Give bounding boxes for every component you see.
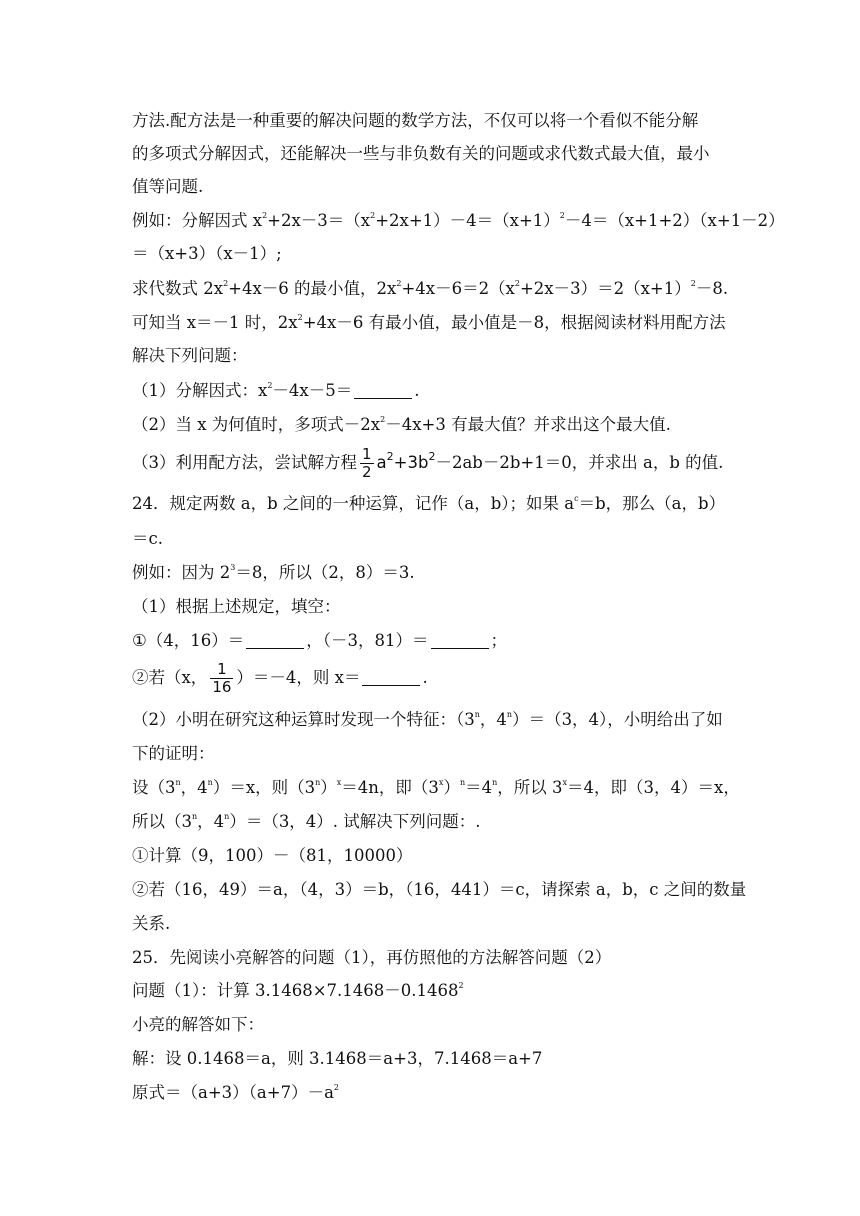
text-line: 解：设 0.1468＝a，则 3.1468＝a+3，7.1468＝a+7 [132, 1049, 543, 1068]
text-line: 关系. [132, 914, 171, 933]
text-line: 的多项式分解因式，还能解决一些与非负数有关的问题或求代数式最大值，最小 [132, 144, 710, 163]
answer-blank[interactable] [362, 667, 420, 686]
text-line: 值等问题. [132, 177, 204, 196]
problem-25-line: 25．先阅读小亮解答的问题（1），再仿照他的方法解答问题（2） [132, 948, 612, 967]
text-line: 解决下列问题： [132, 346, 248, 365]
fraction-one-sixteenth: $\frac{1}{16}$ [212, 660, 232, 696]
text-line: （1）根据上述规定，填空： [132, 597, 341, 616]
question-1-line: （1）分解因式：$x^2-4x-5=$ . [132, 381, 420, 400]
text-line: 下的证明： [132, 744, 215, 763]
problem-24-line: 24．规定两数 a，b 之间的一种运算，记作（a，b）；如果 $a^c=b$，那么（a，b） [132, 494, 726, 513]
answer-blank[interactable] [246, 630, 304, 649]
question-3-line: （3）利用配方法，尝试解方程 $\frac{1}{2}$ $a^2+3b^2-2ab-2b+1=0$，并求出 a，b 的值. [132, 445, 724, 481]
text-line: ＝c. [132, 529, 163, 548]
fill-in-line: ①（4，16）＝ ，（－3，81）＝ ； [132, 631, 508, 650]
text-line: 设（3$^n$，$4^n)=x$，则$(3^n)^x=4n$，即$(3^x)^n=4^n$，所以 $3^x=4$，即（3，4）＝x， [132, 778, 740, 797]
text-line: ①计算（9，100）－（81，10000） [132, 846, 413, 865]
fill-in-line: ②若（x， $\frac{1}{16}$ ）＝－4，则 x＝ . [132, 660, 428, 696]
text-line: 方法.配方法是一种重要的解决问题的数学方法，不仅可以将一个看似不能分解 [132, 111, 699, 130]
text-line: 可知当 x＝－1 时，$2x^2+4x-6$ 有最小值，最小值是－8，根据阅读材料用配方法 [132, 313, 726, 332]
text-line: 求代数式 $2x^2+4x-6$ 的最小值，$2x^2+4x-6=2(x^2+2x-3)=2(x+1)^2-8$. [132, 279, 729, 298]
text-line: 小亮的解答如下： [132, 1015, 264, 1034]
text-line: 例如：分解因式 $x^2+2x-3=(x^2+2x+1)-4=(x+1)^2-4=(x+1+2)(x+1-2)$ [132, 211, 785, 230]
text-line: 原式$=(a+3)(a+7)-a^2$ [132, 1083, 340, 1102]
answer-blank[interactable] [354, 380, 412, 399]
text-line: 所以（3$^n$，$4^n)=(3$，4）. 试解决下列问题：. [132, 812, 481, 831]
text-line: 例如：因为 $2^3=8$，所以（2，8）＝3. [132, 563, 415, 582]
question-2-line: （2）当 x 为何值时，多项式$-2x^2-4x+3$ 有最大值？并求出这个最大值. [132, 415, 671, 434]
text-line: （2）小明在研究这种运算时发现一个特征：（3$^n$，$4^n)=(3$，4），小明给出了如 [132, 710, 723, 729]
text-line: 问题（1）：计算 $3.1468\times 7.1468-0.1468^2$ [132, 981, 464, 1000]
answer-blank[interactable] [431, 630, 489, 649]
text-line: ②若（16，49）＝a，（4，3）＝b，（16，441）＝c，请探索 a，b，c 之间的数量 [132, 880, 747, 899]
fraction-one-half: $\frac{1}{2}$ [362, 445, 372, 481]
text-line: ＝（x+3）（x－1）; [132, 244, 282, 263]
